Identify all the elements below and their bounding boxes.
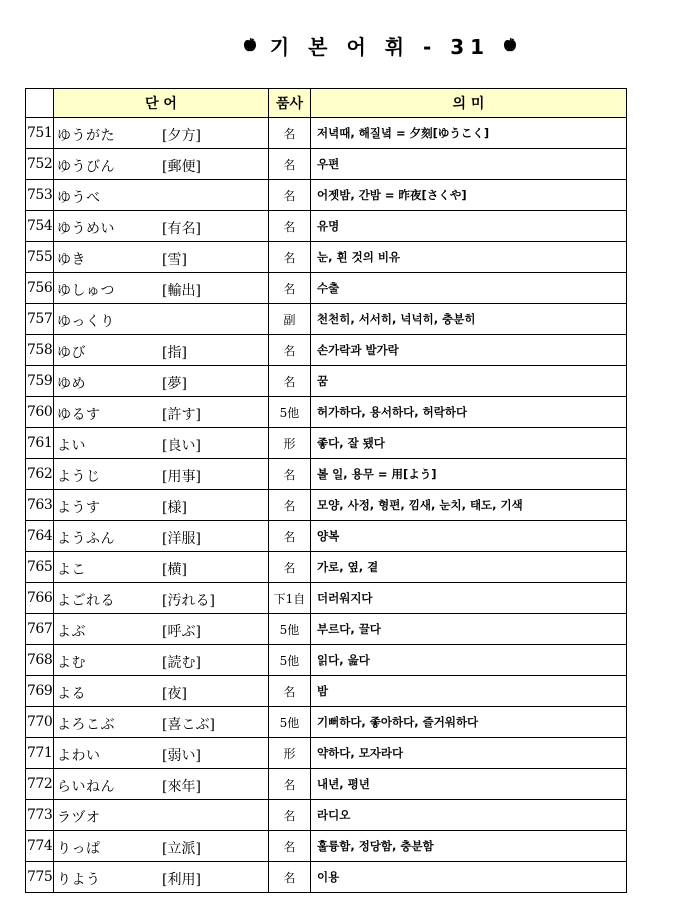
- header-number: [26, 89, 54, 118]
- entry-word: [54, 211, 269, 242]
- table-row: [26, 676, 627, 707]
- entry-part-of-speech: 名: [269, 800, 311, 831]
- entry-word: [54, 273, 269, 304]
- entry-part-of-speech: 名: [269, 335, 311, 366]
- table-row: [26, 831, 627, 862]
- entry-kanji: [弱い]: [162, 748, 201, 764]
- entry-word: [54, 428, 269, 459]
- entry-number: 757: [26, 304, 54, 335]
- entry-word: [54, 366, 269, 397]
- entry-word: [54, 645, 269, 676]
- entry-word: [54, 118, 269, 149]
- page-title: 기 본 어 휘 - 31: [269, 34, 491, 59]
- entry-number: 755: [26, 242, 54, 273]
- entry-number: 774: [26, 831, 54, 862]
- entry-word: [54, 459, 269, 490]
- table-row: [26, 366, 627, 397]
- header-part-of-speech: 품사: [269, 89, 311, 118]
- entry-meaning: 기뻐하다, 좋아하다, 즐거워하다: [311, 707, 627, 738]
- entry-meaning: 유명: [311, 211, 627, 242]
- entry-number: 752: [26, 149, 54, 180]
- entry-kanji: [許す]: [162, 407, 201, 423]
- entry-meaning: 허가하다, 용서하다, 허락하다: [311, 397, 627, 428]
- entry-number: 762: [26, 459, 54, 490]
- entry-reading: ゆうべ: [57, 190, 101, 206]
- entry-reading: ようす: [57, 500, 101, 516]
- page-header: [0, 30, 690, 60]
- entry-word: [54, 614, 269, 645]
- entry-part-of-speech: 名: [269, 211, 311, 242]
- entry-word: [54, 831, 269, 862]
- entry-kanji: [汚れる]: [162, 593, 215, 609]
- table-body: [26, 118, 627, 893]
- entry-meaning: 읽다, 읊다: [311, 645, 627, 676]
- table-row: [26, 521, 627, 552]
- entry-reading: ゆめ: [57, 376, 86, 392]
- entry-part-of-speech: 5他: [269, 614, 311, 645]
- entry-reading: ゆるす: [57, 407, 101, 423]
- entry-part-of-speech: 5他: [269, 707, 311, 738]
- entry-reading: ゆび: [57, 345, 86, 361]
- table-row: [26, 490, 627, 521]
- table-row: [26, 304, 627, 335]
- entry-word: [54, 862, 269, 893]
- entry-word: [54, 552, 269, 583]
- entry-kanji: [雪]: [162, 252, 187, 268]
- entry-word: [54, 521, 269, 552]
- entry-kanji: [夜]: [162, 686, 187, 702]
- entry-meaning: 천천히, 서서히, 넉넉히, 충분히: [311, 304, 627, 335]
- entry-number: 773: [26, 800, 54, 831]
- entry-number: 754: [26, 211, 54, 242]
- entry-number: 751: [26, 118, 54, 149]
- entry-part-of-speech: 名: [269, 149, 311, 180]
- apple-icon: [502, 37, 518, 53]
- entry-word: [54, 149, 269, 180]
- entry-number: 760: [26, 397, 54, 428]
- entry-number: 759: [26, 366, 54, 397]
- entry-reading: ゆうめい: [57, 221, 115, 237]
- table-row: [26, 769, 627, 800]
- table-row: [26, 397, 627, 428]
- table-row: [26, 335, 627, 366]
- table-row: [26, 273, 627, 304]
- entry-word: [54, 242, 269, 273]
- entry-reading: ゆき: [57, 252, 86, 268]
- entry-meaning: 양복: [311, 521, 627, 552]
- entry-reading: ようじ: [57, 469, 101, 485]
- entry-number: 770: [26, 707, 54, 738]
- entry-reading: よる: [57, 686, 86, 702]
- entry-meaning: 좋다, 잘 됐다: [311, 428, 627, 459]
- entry-kanji: [良い]: [162, 438, 201, 454]
- header-word: 단 어: [54, 89, 269, 118]
- entry-kanji: [喜こぶ]: [162, 717, 215, 733]
- table-row: [26, 862, 627, 893]
- entry-number: 769: [26, 676, 54, 707]
- entry-kanji: [立派]: [162, 841, 201, 857]
- entry-word: [54, 180, 269, 211]
- table-row: [26, 614, 627, 645]
- table-row: [26, 707, 627, 738]
- entry-part-of-speech: 形: [269, 738, 311, 769]
- entry-kanji: [読む]: [162, 655, 201, 671]
- entry-meaning: 밤: [311, 676, 627, 707]
- table-row: [26, 242, 627, 273]
- entry-kanji: [郵便]: [162, 159, 201, 175]
- apple-icon: [242, 37, 258, 53]
- entry-part-of-speech: 名: [269, 769, 311, 800]
- entry-reading: ラヅオ: [57, 810, 101, 826]
- entry-meaning: 내년, 평년: [311, 769, 627, 800]
- entry-number: 765: [26, 552, 54, 583]
- entry-kanji: [利用]: [162, 872, 201, 888]
- table-row: [26, 428, 627, 459]
- entry-word: [54, 490, 269, 521]
- entry-meaning: 손가락과 발가락: [311, 335, 627, 366]
- entry-meaning: 더러워지다: [311, 583, 627, 614]
- entry-number: 775: [26, 862, 54, 893]
- entry-reading: よごれる: [57, 593, 115, 609]
- entry-number: 771: [26, 738, 54, 769]
- table-row: [26, 118, 627, 149]
- entry-part-of-speech: 名: [269, 521, 311, 552]
- entry-meaning: 수출: [311, 273, 627, 304]
- entry-meaning: 훌륭함, 정당함, 충분함: [311, 831, 627, 862]
- entry-part-of-speech: 名: [269, 180, 311, 211]
- entry-part-of-speech: 名: [269, 676, 311, 707]
- entry-part-of-speech: 名: [269, 862, 311, 893]
- entry-kanji: [指]: [162, 345, 187, 361]
- entry-word: [54, 397, 269, 428]
- entry-reading: ゆうびん: [57, 159, 115, 175]
- entry-reading: よこ: [57, 562, 86, 578]
- entry-meaning: 눈, 흰 것의 비유: [311, 242, 627, 273]
- entry-kanji: [用事]: [162, 469, 201, 485]
- entry-word: [54, 738, 269, 769]
- table-row: [26, 211, 627, 242]
- entry-number: 767: [26, 614, 54, 645]
- table-row: [26, 180, 627, 211]
- header-meaning: 의 미: [311, 89, 627, 118]
- entry-meaning: 모양, 사정, 형편, 낌새, 눈치, 태도, 기색: [311, 490, 627, 521]
- entry-reading: ゆしゅつ: [57, 283, 115, 299]
- entry-kanji: [夢]: [162, 376, 187, 392]
- entry-meaning: 라디오: [311, 800, 627, 831]
- vocabulary-table: [25, 88, 627, 893]
- entry-part-of-speech: 下1自: [269, 583, 311, 614]
- entry-word: [54, 676, 269, 707]
- entry-reading: よい: [57, 438, 86, 454]
- entry-number: 764: [26, 521, 54, 552]
- entry-kanji: [洋服]: [162, 531, 201, 547]
- entry-number: 768: [26, 645, 54, 676]
- entry-word: [54, 707, 269, 738]
- entry-number: 756: [26, 273, 54, 304]
- entry-reading: ゆっくり: [57, 314, 115, 330]
- entry-word: [54, 335, 269, 366]
- table-row: [26, 800, 627, 831]
- table-row: [26, 149, 627, 180]
- table-row: [26, 552, 627, 583]
- entry-reading: よわい: [57, 748, 101, 764]
- entry-reading: りよう: [57, 872, 101, 888]
- table-row: [26, 645, 627, 676]
- entry-reading: よろこぶ: [57, 717, 115, 733]
- entry-reading: りっぱ: [57, 841, 101, 857]
- table-header-row: [26, 89, 627, 118]
- entry-part-of-speech: 5他: [269, 645, 311, 676]
- entry-meaning: 이용: [311, 862, 627, 893]
- entry-kanji: [夕方]: [162, 128, 201, 144]
- entry-reading: よむ: [57, 655, 86, 671]
- entry-number: 763: [26, 490, 54, 521]
- entry-meaning: 우편: [311, 149, 627, 180]
- entry-reading: ようふん: [57, 531, 115, 547]
- entry-part-of-speech: 名: [269, 490, 311, 521]
- entry-meaning: 어젯밤, 간밤 = 昨夜[さくや]: [311, 180, 627, 211]
- entry-part-of-speech: 名: [269, 118, 311, 149]
- entry-number: 766: [26, 583, 54, 614]
- entry-meaning: 가로, 옆, 곁: [311, 552, 627, 583]
- table-row: [26, 738, 627, 769]
- title-group: [242, 31, 518, 60]
- entry-kanji: [横]: [162, 562, 187, 578]
- entry-kanji: [來年]: [162, 779, 201, 795]
- entry-kanji: [様]: [162, 500, 187, 516]
- entry-number: 758: [26, 335, 54, 366]
- entry-part-of-speech: 5他: [269, 397, 311, 428]
- entry-meaning: 부르다, 끌다: [311, 614, 627, 645]
- entry-reading: らいねん: [57, 779, 115, 795]
- entry-kanji: [輸出]: [162, 283, 201, 299]
- entry-part-of-speech: 名: [269, 459, 311, 490]
- entry-part-of-speech: 名: [269, 366, 311, 397]
- entry-word: [54, 583, 269, 614]
- entry-part-of-speech: 名: [269, 242, 311, 273]
- table-row: [26, 583, 627, 614]
- entry-number: 761: [26, 428, 54, 459]
- entry-reading: ゆうがた: [57, 128, 115, 144]
- entry-word: [54, 800, 269, 831]
- entry-number: 772: [26, 769, 54, 800]
- entry-word: [54, 769, 269, 800]
- entry-meaning: 약하다, 모자라다: [311, 738, 627, 769]
- entry-part-of-speech: 名: [269, 831, 311, 862]
- entry-meaning: 꿈: [311, 366, 627, 397]
- entry-meaning: 저녁때, 해질녘 = 夕刻[ゆうこく]: [311, 118, 627, 149]
- entry-kanji: [有名]: [162, 221, 201, 237]
- table-row: [26, 459, 627, 490]
- entry-part-of-speech: 副: [269, 304, 311, 335]
- entry-word: [54, 304, 269, 335]
- entry-part-of-speech: 名: [269, 552, 311, 583]
- entry-number: 753: [26, 180, 54, 211]
- entry-part-of-speech: 名: [269, 273, 311, 304]
- entry-reading: よぶ: [57, 624, 86, 640]
- entry-kanji: [呼ぶ]: [162, 624, 201, 640]
- entry-part-of-speech: 形: [269, 428, 311, 459]
- entry-meaning: 볼 일, 용무 = 用[よう]: [311, 459, 627, 490]
